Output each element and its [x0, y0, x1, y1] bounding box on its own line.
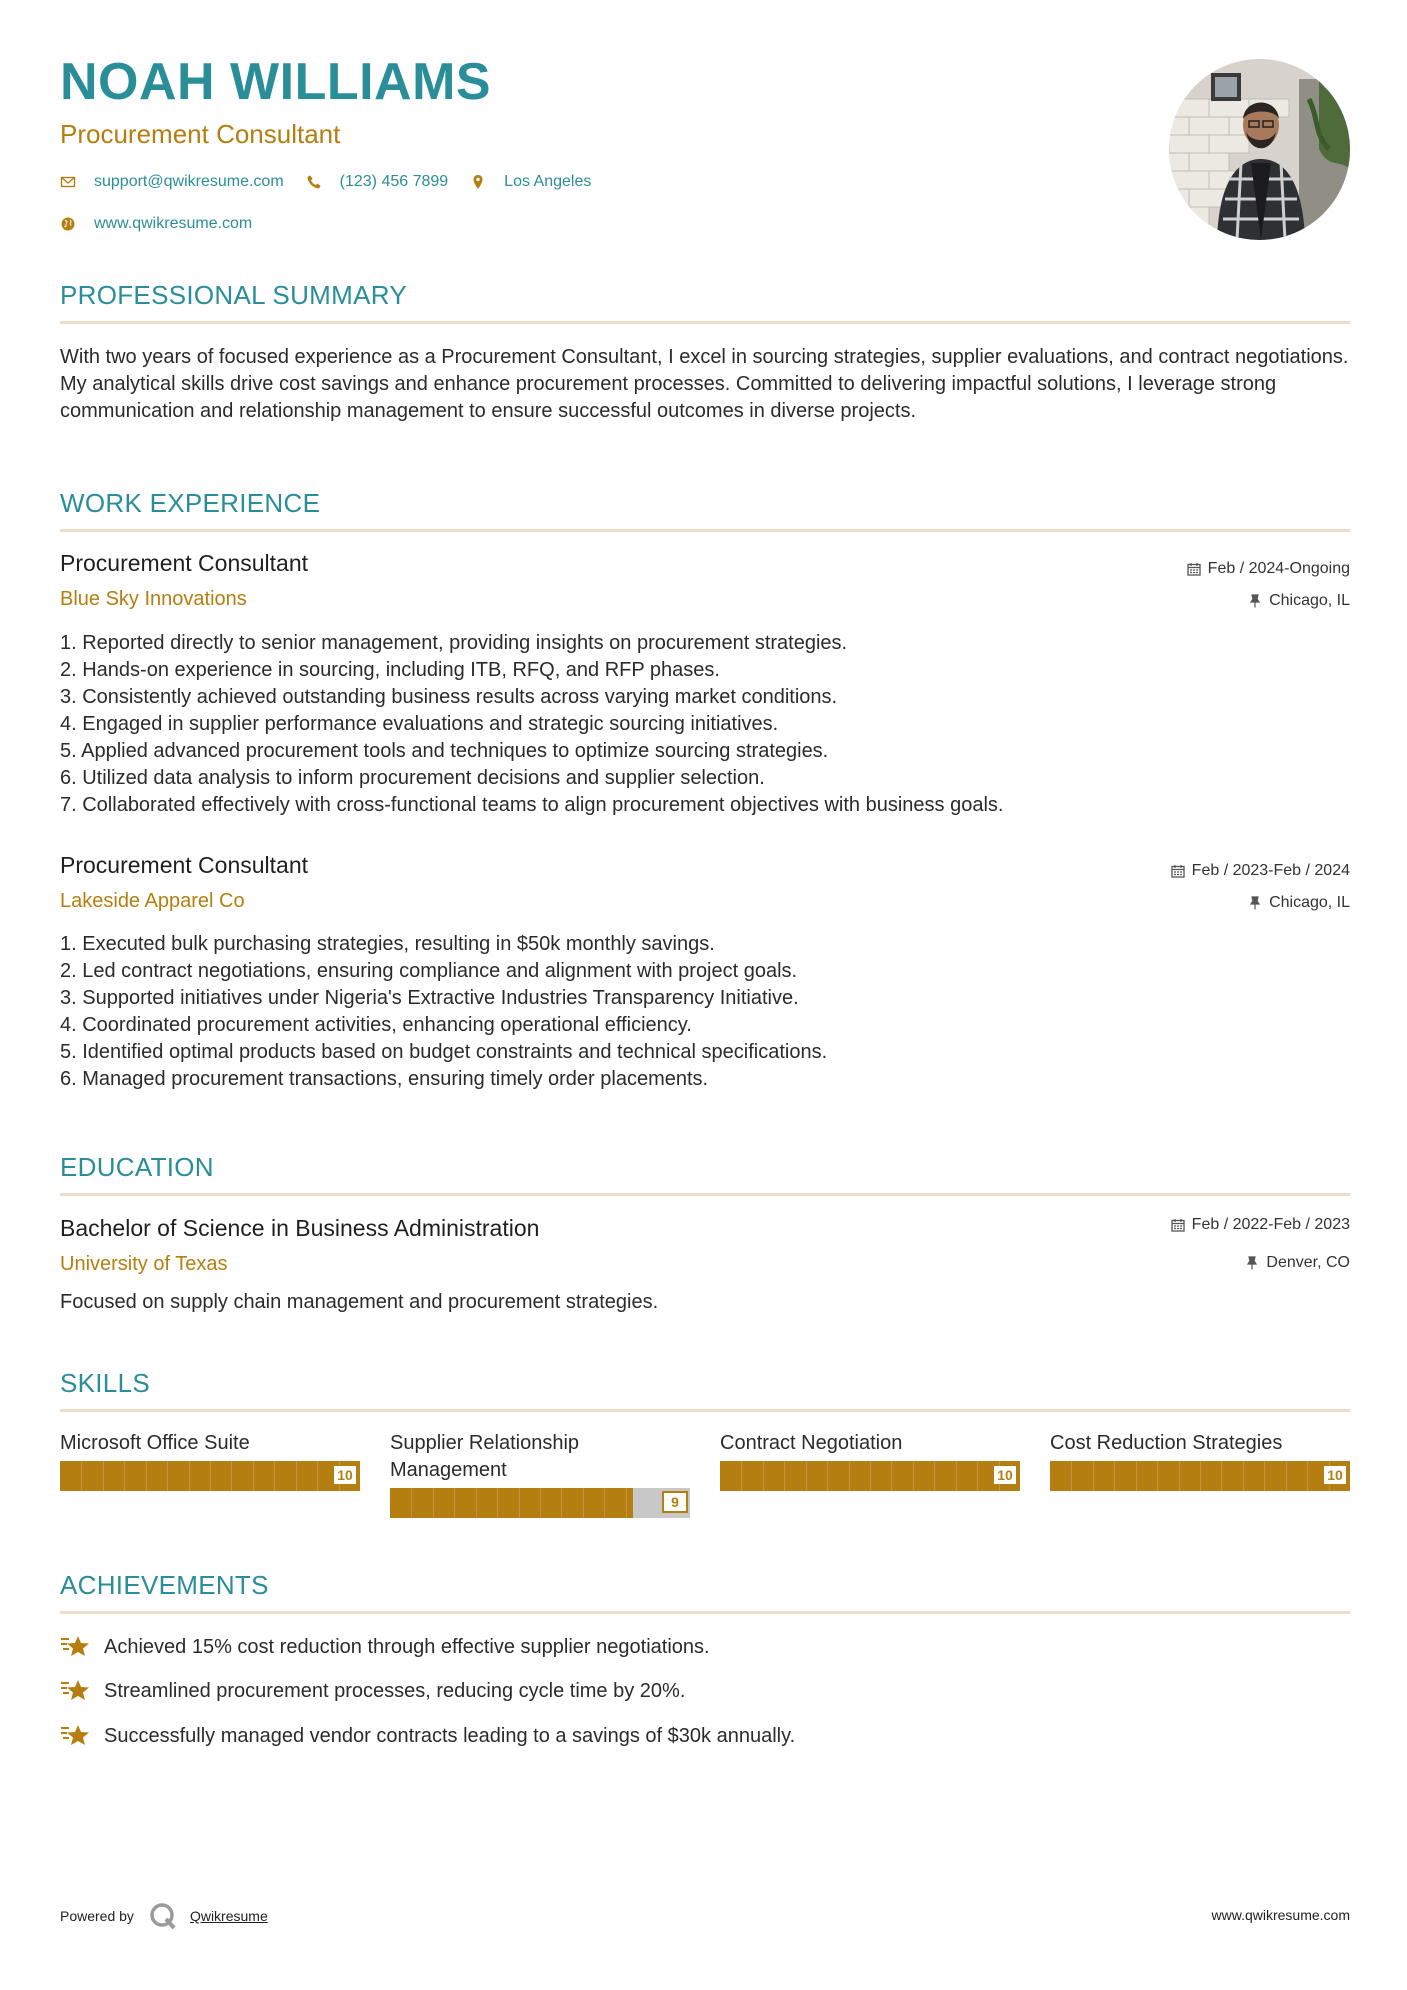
skill-bar-segment [103, 1461, 104, 1491]
skill-item [60, 1430, 360, 1491]
education-dates-text: Feb / 2022-Feb / 2023 [1191, 1216, 1350, 1233]
skill-bar-segment [476, 1488, 477, 1518]
skill-bar-segment [497, 1488, 498, 1518]
job-dates-text: Feb / 2024-Ongoing [1207, 560, 1350, 577]
skill-bar-segment [741, 1461, 742, 1491]
contact-email[interactable] [60, 173, 284, 191]
skill-bar-segment [81, 1461, 82, 1491]
contact-row-website [60, 215, 274, 233]
skill-bar-segment [210, 1461, 211, 1491]
skills-heading: SKILLS [60, 1368, 150, 1398]
skill-name: Contract Negotiation [720, 1432, 903, 1454]
skill-bar-segment [296, 1461, 297, 1491]
footer-powered-by [60, 1901, 268, 1931]
section-divider [60, 321, 1350, 324]
globe-icon [60, 216, 76, 232]
location-text: Los Angeles [504, 173, 592, 190]
job-dates [1171, 862, 1350, 880]
education-description: Focused on supply chain management and procurement strategies. [60, 1291, 659, 1313]
education-location-text: Denver, CO [1266, 1254, 1350, 1271]
skill-bar-segment [1093, 1461, 1094, 1491]
list-item: 7. Collaborated effectively with cross-functional teams to align procurement objectives with business goals. [60, 794, 1004, 816]
skill-bar [60, 1461, 360, 1491]
skill-bar-segment [433, 1488, 434, 1518]
list-item: 4. Coordinated procurement activities, enhancing operational efficiency. [60, 1014, 692, 1036]
achievement-item [60, 1633, 710, 1661]
skill-bar-segment [999, 1461, 1000, 1491]
job-location [1248, 894, 1350, 912]
skill-name: Supplier Relationship Management [390, 1432, 580, 1481]
envelope-icon [60, 174, 76, 190]
skill-bar-segment [583, 1488, 584, 1518]
skill-bar-segment [189, 1461, 190, 1491]
skill-bar-segment [253, 1461, 254, 1491]
resume-page [60, 0, 1350, 1990]
education-location [1245, 1254, 1350, 1272]
list-item: 3. Supported initiatives under Nigeria's Extractive Industries Transparency Initiative. [60, 987, 799, 1009]
phone-icon [306, 174, 322, 190]
skill-level-badge: 10 [1322, 1464, 1348, 1486]
list-item: 6. Managed procurement transactions, ensuring timely order placements. [60, 1068, 709, 1090]
skill-bar-segment [806, 1461, 807, 1491]
achievement-item [60, 1677, 685, 1705]
list-item: 4. Engaged in supplier performance evaluations and strategic sourcing initiatives. [60, 713, 779, 735]
calendar-icon [1171, 1218, 1185, 1232]
list-item: 6. Utilized data analysis to inform procurement decisions and supplier selection. [60, 767, 765, 789]
list-item: 3. Consistently achieved outstanding business results across varying market conditions. [60, 686, 838, 708]
skill-bar-segment [519, 1488, 520, 1518]
skill-bar-segment [1157, 1461, 1158, 1491]
pushpin-icon [1245, 1256, 1259, 1270]
skill-bar-segment [454, 1488, 455, 1518]
summary-heading: PROFESSIONAL SUMMARY [60, 280, 407, 310]
star-icon [60, 1633, 92, 1661]
experience-heading: WORK EXPERIENCE [60, 488, 321, 518]
list-item: 5. Applied advanced procurement tools and techniques to optimize sourcing strategies. [60, 740, 829, 762]
skill-bar-segment [124, 1461, 125, 1491]
profile-photo [1169, 59, 1350, 240]
contact-row [60, 173, 613, 191]
summary-text: With two years of focused experience as a Procurement Consultant, I excel in sourcing strategies, supplier evaluations, and contract negotiations. My analytical skills drive cost savings and enhance procurement processes. Committed to delivering impactful solutions, I leverage strong communication and relationship management to ensure successful outcomes in diverse projects. [60, 346, 1349, 422]
school-name: University of Texas [60, 1253, 228, 1275]
education-dates [1171, 1216, 1350, 1234]
contact-location [470, 173, 591, 191]
degree-title: Bachelor of Science in Business Administration [60, 1215, 540, 1241]
candidate-name: NOAH WILLIAMS [60, 53, 492, 111]
pushpin-icon [1248, 896, 1262, 910]
skill-bar-segment [317, 1461, 318, 1491]
section-divider [60, 1611, 1350, 1614]
skill-bar-segment [339, 1461, 340, 1491]
skill-bar-segment [1329, 1461, 1330, 1491]
achievement-item [60, 1722, 795, 1750]
calendar-icon [1171, 864, 1185, 878]
job-location [1248, 592, 1350, 610]
contact-website[interactable] [60, 215, 252, 233]
company-name: Blue Sky Innovations [60, 588, 247, 610]
skill-item [390, 1430, 690, 1518]
skill-bar-segment [827, 1461, 828, 1491]
section-divider [60, 1193, 1350, 1196]
skill-bar-segment [411, 1488, 412, 1518]
pushpin-icon [1248, 594, 1262, 608]
skill-bar-segment [784, 1461, 785, 1491]
skill-bar-segment [1114, 1461, 1115, 1491]
skill-bar-segment [231, 1461, 232, 1491]
candidate-role: Procurement Consultant [60, 119, 341, 149]
calendar-icon [1187, 562, 1201, 576]
skill-level-badge: 10 [992, 1464, 1018, 1486]
website-text[interactable]: www.qwikresume.com [94, 215, 253, 232]
skill-bar-segment [1307, 1461, 1308, 1491]
skill-bar-segment [1286, 1461, 1287, 1491]
skill-bar-segment [891, 1461, 892, 1491]
skill-name: Microsoft Office Suite [60, 1432, 250, 1454]
job-title: Procurement Consultant [60, 550, 309, 576]
qwikresume-link[interactable]: Qwikresume [189, 1908, 268, 1924]
skill-bar-segment [561, 1488, 562, 1518]
skill-bar-segment [913, 1461, 914, 1491]
achievements-heading: ACHIEVEMENTS [60, 1570, 269, 1600]
job-dates [1187, 560, 1350, 578]
skill-bar-segment [1243, 1461, 1244, 1491]
skill-bar [1050, 1461, 1350, 1491]
star-icon [60, 1722, 92, 1750]
list-item: 2. Led contract negotiations, ensuring compliance and alignment with project goals. [60, 960, 798, 982]
skill-bar-segment [1200, 1461, 1201, 1491]
skill-bar-segment [870, 1461, 871, 1491]
job-bullets [60, 630, 1350, 819]
star-icon [60, 1677, 92, 1705]
skill-bar-segment [1264, 1461, 1265, 1491]
skill-name: Cost Reduction Strategies [1050, 1432, 1283, 1454]
contact-phone[interactable] [306, 173, 449, 191]
list-item: 2. Hands-on experience in sourcing, including ITB, RFQ, and RFP phases. [60, 659, 720, 681]
email-text[interactable]: support@qwikresume.com [94, 173, 284, 190]
footer-url[interactable]: www.qwikresume.com [1211, 1907, 1350, 1923]
achievement-text: Successfully managed vendor contracts leading to a savings of $30k annually. [104, 1724, 796, 1747]
powered-by-label: Powered by [60, 1908, 134, 1924]
job-location-text: Chicago, IL [1269, 592, 1350, 609]
skill-bar-segment [604, 1488, 605, 1518]
achievement-text: Streamlined procurement processes, reducing cycle time by 20%. [104, 1679, 686, 1702]
skill-bar-fill [390, 1488, 633, 1518]
skill-bar-segment [763, 1461, 764, 1491]
achievement-text: Achieved 15% cost reduction through effective supplier negotiations. [104, 1635, 710, 1658]
skill-bar-segment [1071, 1461, 1072, 1491]
list-item: 1. Executed bulk purchasing strategies, resulting in $50k monthly savings. [60, 933, 715, 955]
skill-bar-segment [1179, 1461, 1180, 1491]
company-name: Lakeside Apparel Co [60, 890, 245, 912]
skill-level-badge: 10 [332, 1464, 358, 1486]
qwikresume-logo-icon [148, 1901, 178, 1931]
skill-bar-segment [274, 1461, 275, 1491]
skill-bar-segment [934, 1461, 935, 1491]
job-location-text: Chicago, IL [1269, 894, 1350, 911]
skill-bar-segment [977, 1461, 978, 1491]
skill-bar-segment [1136, 1461, 1137, 1491]
skill-level-badge: 9 [662, 1491, 688, 1513]
skill-item [1050, 1430, 1350, 1491]
job-dates-text: Feb / 2023-Feb / 2024 [1191, 862, 1350, 879]
skill-bar [720, 1461, 1020, 1491]
skill-bar [390, 1488, 690, 1518]
list-item: 1. Reported directly to senior management, providing insights on procurement strategies. [60, 632, 848, 654]
skill-bar-segment [146, 1461, 147, 1491]
map-pin-icon [470, 174, 486, 190]
phone-text[interactable]: (123) 456 7899 [339, 173, 449, 190]
section-divider [60, 1409, 1350, 1412]
skill-bar-segment [626, 1488, 627, 1518]
section-divider [60, 529, 1350, 532]
skill-bar-segment [540, 1488, 541, 1518]
skill-bar-segment [956, 1461, 957, 1491]
skill-item [720, 1430, 1020, 1491]
job-title: Procurement Consultant [60, 852, 309, 878]
skill-bar-segment [167, 1461, 168, 1491]
skill-bar-segment [849, 1461, 850, 1491]
skill-bar-segment [1221, 1461, 1222, 1491]
list-item: 5. Identified optimal products based on budget constraints and technical specifications. [60, 1041, 828, 1063]
education-heading: EDUCATION [60, 1152, 214, 1182]
job-bullets [60, 931, 1350, 1093]
